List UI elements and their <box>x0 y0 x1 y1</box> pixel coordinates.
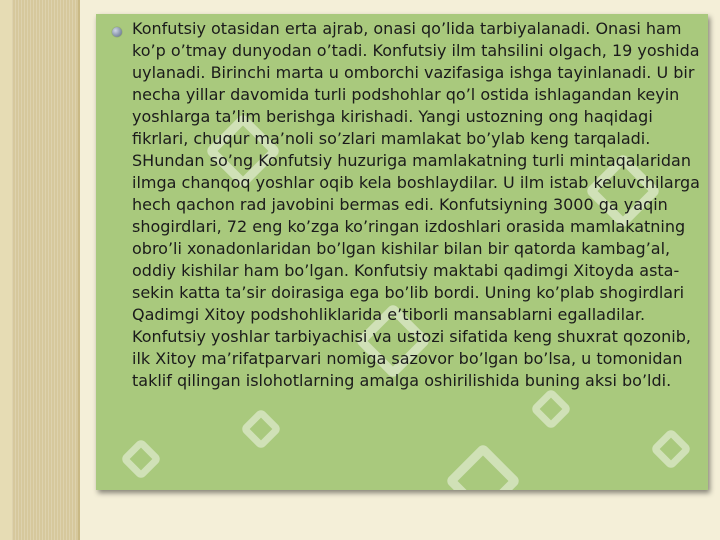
bullet-dot-icon <box>112 27 122 37</box>
decorative-chevron-icon <box>445 443 521 490</box>
decorative-chevron-icon <box>650 428 692 470</box>
decorative-chevron-icon <box>120 438 162 480</box>
slide-bottom-area <box>80 490 720 540</box>
left-stripe-edge <box>0 0 12 540</box>
decorative-chevron-icon <box>240 408 282 450</box>
text-content-box <box>96 14 708 490</box>
slide-paragraph: Konfutsiy otasidan erta ajrab, onasi qo’lida tarbiyalanadi. Onasi ham ko’p o’tmay dunyodan o’tadi. Konfutsiy ilm tahsilini olgach, 19 yoshida uylanadi. Birinchi marta u omborchi vazifasiga ishga tayinlanadi. U bir necha yillar davomida turli podshohlar qo’l ostida ishlagandan keyin yoshlarga ta’lim berishga kirishadi. Yangi ustozning ong haqidagi fikrlari, chuqur ma’noli so’zlari mamlakat bo’ylab keng tarqaladi. SHundan so’ng Konfutsiy huzuriga mamlakatning turli mintaqalaridan ilmga chanqoq yoshlar oqib kela boshlaydilar. U ilm istab keluvchilarga hech qachon rad javobini bermas edi. Konfutsiyning 3000 ga yaqin shogirdlari, 72 eng ko’zga ko’ringan izdoshlari orasida mamlakatning obro’li xonadonlaridan bo’lgan kishilar bilan bir qatorda kambag’al, oddiy kishilar ham bo’lgan. Konfutsiy maktabi qadimgi Xitoyda asta-sekin katta ta’sir doirasiga ega bo’lib bordi. Uning ko’plab shogirdlari Qadimgi Xitoy podshohliklarida e’tiborli mansablarni egalladilar. Konfutsiy yoshlar tarbiyachisi va ustozi sifatida keng shuxrat qozonib, ilk Xitoy ma’rifatparvari nomiga sazovor bo’lgan bo’lsa, u tomonidan taklif qilingan islohotlarning amalga oshirilishida buning aksi bo’ldi. <box>132 19 700 390</box>
left-decorative-stripe <box>0 0 80 540</box>
decorative-chevron-icon <box>530 388 572 430</box>
